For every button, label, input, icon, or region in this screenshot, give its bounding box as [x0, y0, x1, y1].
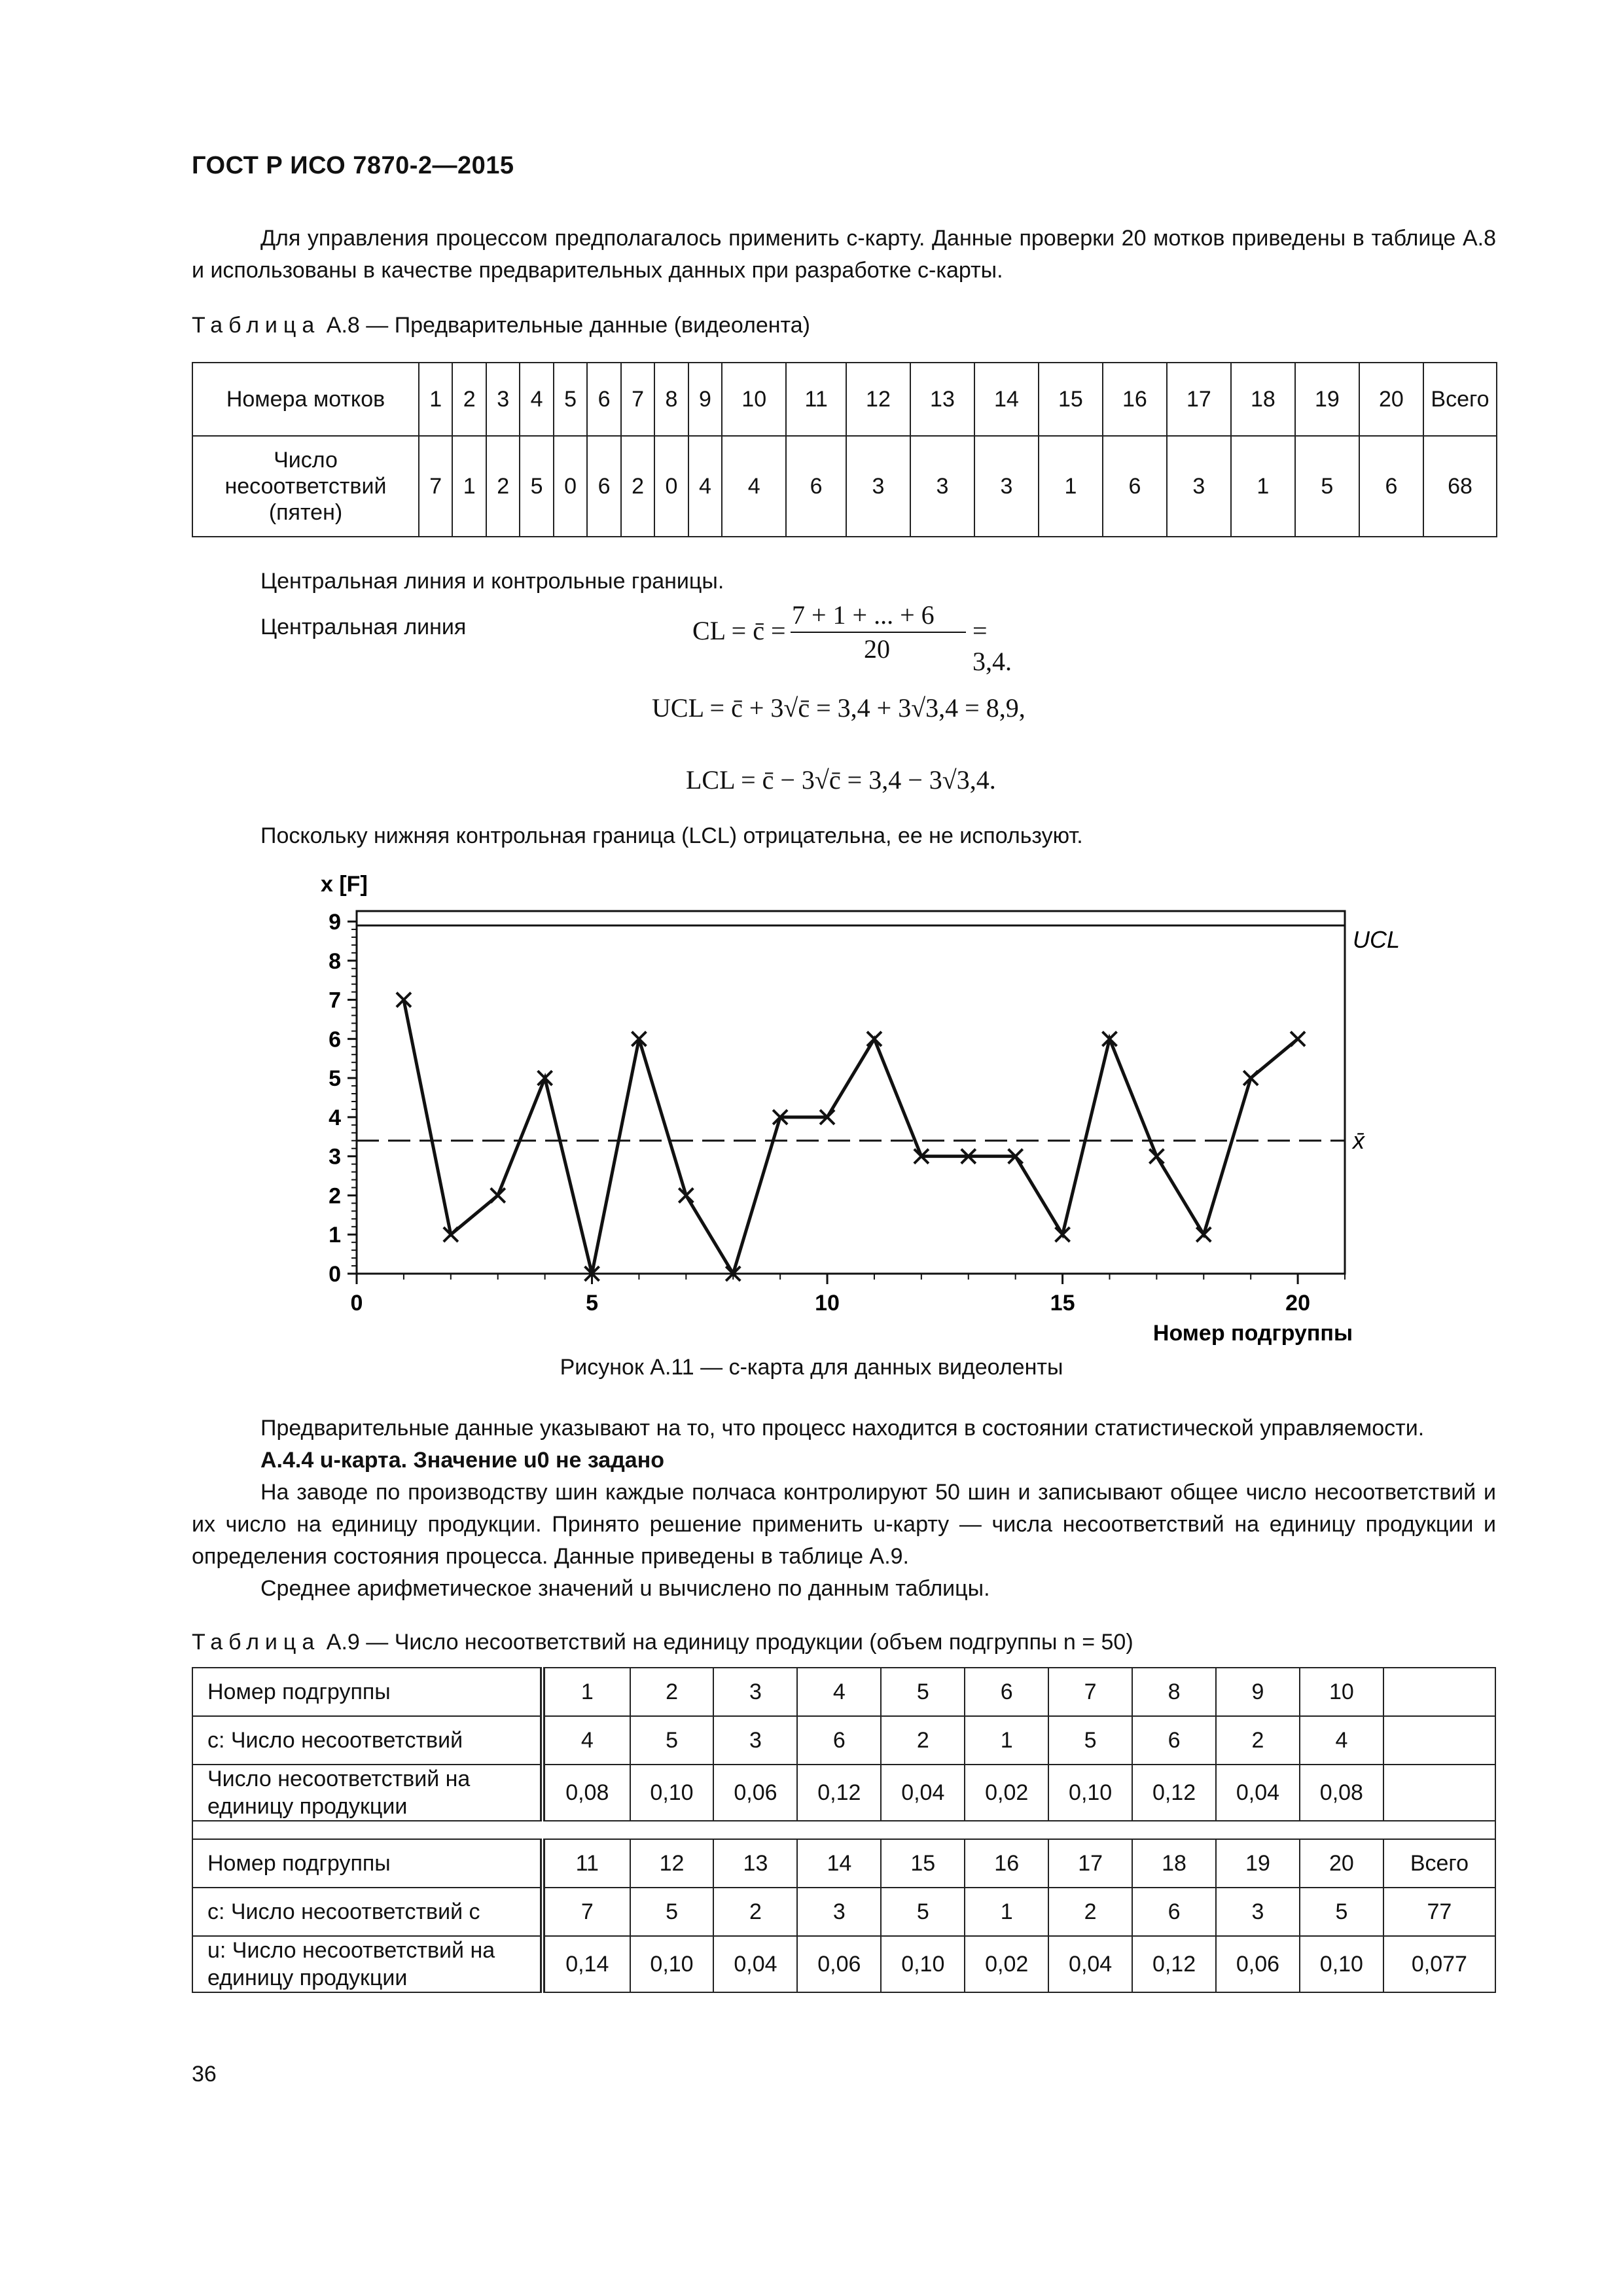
- table-cell: 7: [621, 363, 654, 436]
- table-cell: 0,02: [965, 1765, 1048, 1821]
- gap-cell: [192, 1821, 1495, 1839]
- fraction-bar: [791, 632, 966, 633]
- table-cell: 2: [713, 1888, 797, 1936]
- table-cell: 6: [1132, 1716, 1216, 1765]
- table-cell: 14: [797, 1839, 881, 1888]
- table-cell: 1: [965, 1716, 1048, 1765]
- table-cell: 5: [520, 436, 553, 537]
- y-tick-label: 0: [329, 1262, 341, 1287]
- table-cell: 5: [630, 1716, 714, 1765]
- table-cell: 9: [688, 363, 722, 436]
- table-cell: 5: [881, 1668, 965, 1716]
- intro-paragraph: Для управления процессом предполагалось применить c-карту. Данные проверки 20 мотков приведены в таблице А.8 и использованы в качестве предварительных данных при разработке c-карты.: [192, 226, 1496, 283]
- table-row: [192, 1839, 1495, 1888]
- table-row: [192, 436, 1497, 537]
- center-label: x̄: [1353, 1126, 1364, 1154]
- table-row: [192, 1936, 1495, 1992]
- table-a8: [192, 362, 1497, 537]
- table-a9: [192, 1667, 1496, 1993]
- table-cell: 2: [486, 436, 520, 537]
- y-tick-label: 3: [329, 1144, 341, 1170]
- u-chart-paragraph: На заводе по производству шин каждые полчаса контролируют 50 шин и записывают общее число несоответствий и их число на единицу продукции. Принято решение применить u-карту — числа несоответствий на единицу продукции и определения состояния процесса. Данные приведены в таблице А.9.: [192, 1480, 1496, 1569]
- table-cell: 14: [974, 363, 1039, 436]
- table-cell: 6: [587, 436, 620, 537]
- row-label: Номер подгруппы: [192, 1668, 543, 1716]
- table-cell: 12: [630, 1839, 714, 1888]
- table-cell: 15: [881, 1839, 965, 1888]
- table-cell: 0,14: [543, 1936, 630, 1992]
- table-cell: 0,04: [881, 1765, 965, 1821]
- x-tick-label: 5: [586, 1291, 598, 1316]
- table-cell: 16: [965, 1839, 1048, 1888]
- cl-denominator: 20: [864, 634, 890, 664]
- y-tick-label: 6: [329, 1027, 341, 1052]
- y-tick-label: 8: [329, 948, 341, 974]
- table-cell: 6: [587, 363, 620, 436]
- table-cell: 68: [1423, 436, 1497, 537]
- row-label: Номера мотков: [192, 363, 419, 436]
- table-cell: 10: [722, 363, 786, 436]
- table-cell: 0,06: [797, 1936, 881, 1992]
- table-cell: 6: [1359, 436, 1423, 537]
- limits-heading: Центральная линия и контрольные границы.: [260, 569, 724, 594]
- table-cell: 3: [1216, 1888, 1300, 1936]
- table-cell: 7: [1048, 1668, 1132, 1716]
- table-cell: 5: [630, 1888, 714, 1936]
- row-label: c: Число несоответствий c: [192, 1888, 543, 1936]
- caption-word: Таблица: [192, 1630, 321, 1655]
- table-cell: 5: [1048, 1716, 1132, 1765]
- table-cell: 5: [1295, 436, 1359, 537]
- table-cell: 1: [419, 363, 452, 436]
- x-tick-label: 20: [1285, 1291, 1311, 1316]
- table-row: [192, 1888, 1495, 1936]
- table-cell: 3: [713, 1668, 797, 1716]
- table-cell: 3: [797, 1888, 881, 1936]
- table-gap-row: [192, 1821, 1495, 1839]
- table-cell: 1: [452, 436, 486, 537]
- table-cell: 4: [1300, 1716, 1383, 1765]
- table-cell: 0,06: [713, 1765, 797, 1821]
- table-row: [192, 1765, 1495, 1821]
- table-cell: [1383, 1716, 1495, 1765]
- table-cell: 17: [1048, 1839, 1132, 1888]
- data-point: [491, 1188, 505, 1202]
- table-row: [192, 1716, 1495, 1765]
- series-line: [404, 1000, 1298, 1274]
- table-cell: 0,02: [965, 1936, 1048, 1992]
- table-cell: 0,077: [1383, 1936, 1495, 1992]
- row-label: u: Число несоответствий на единицу продукции: [192, 1936, 543, 1992]
- table-cell: 6: [1103, 436, 1167, 537]
- table-row: [192, 1668, 1495, 1716]
- table-row: [192, 363, 1497, 436]
- section-heading: А.4.4 u-карта. Значение u0 не задано: [260, 1448, 665, 1473]
- table-cell: 5: [554, 363, 587, 436]
- table-cell: 0,12: [797, 1765, 881, 1821]
- table-cell: 0,12: [1132, 1765, 1216, 1821]
- table-cell: 8: [1132, 1668, 1216, 1716]
- table-cell: 0,10: [630, 1936, 714, 1992]
- table-cell: 18: [1132, 1839, 1216, 1888]
- table-cell: 2: [881, 1716, 965, 1765]
- table-cell: 1: [1231, 436, 1295, 537]
- x-tick-label: 0: [350, 1291, 363, 1316]
- table-cell: 3: [1167, 436, 1231, 537]
- table-cell: 7: [419, 436, 452, 537]
- table-cell: 2: [1216, 1716, 1300, 1765]
- table-cell: 15: [1039, 363, 1103, 436]
- table-cell: 0,10: [630, 1765, 714, 1821]
- table-cell: 0,10: [1048, 1765, 1132, 1821]
- table-cell: Всего: [1423, 363, 1497, 436]
- cl-numerator: 7 + 1 + ... + 6: [792, 600, 935, 630]
- y-tick-label: 1: [329, 1223, 341, 1248]
- mean-paragraph: Среднее арифметическое значений u вычислено по данным таблицы.: [260, 1576, 990, 1601]
- table-cell: 18: [1231, 363, 1295, 436]
- ucl-label: UCL: [1353, 925, 1400, 953]
- table-cell: 1: [965, 1888, 1048, 1936]
- table-cell: 2: [1048, 1888, 1132, 1936]
- table-cell: 4: [722, 436, 786, 537]
- table-cell: 20: [1359, 363, 1423, 436]
- table-cell: 0,04: [1216, 1765, 1300, 1821]
- lcl-formula: LCL = c̄ − 3√c̄ = 3,4 − 3√3,4.: [686, 765, 996, 795]
- y-axis-label: x [F]: [321, 872, 368, 897]
- data-point: [1149, 1149, 1164, 1164]
- table-cell: 4: [543, 1716, 630, 1765]
- page-number: 36: [192, 2062, 217, 2087]
- x-tick-label: 15: [1050, 1291, 1075, 1316]
- table-cell: 1: [1039, 436, 1103, 537]
- table-cell: 2: [630, 1668, 714, 1716]
- table-cell: 0,08: [1300, 1765, 1383, 1821]
- table-cell: 1: [543, 1668, 630, 1716]
- table-cell: 2: [621, 436, 654, 537]
- table-cell: 11: [786, 363, 846, 436]
- document-header: ГОСТ Р ИСО 7870-2—2015: [192, 152, 514, 179]
- c-chart: [301, 870, 1414, 1346]
- table-cell: 4: [688, 436, 722, 537]
- table-cell: 0: [554, 436, 587, 537]
- table-cell: [1383, 1765, 1495, 1821]
- row-label: Число несоответствий (пятен): [192, 436, 419, 537]
- row-label: c: Число несоответствий: [192, 1716, 543, 1765]
- table-cell: 0,10: [1300, 1936, 1383, 1992]
- table-cell: 6: [965, 1668, 1048, 1716]
- table-cell: 5: [1300, 1888, 1383, 1936]
- table-cell: 3: [486, 363, 520, 436]
- table-cell: 3: [910, 436, 974, 537]
- caption-text: А.9 — Число несоответствий на единицу продукции (объем подгруппы n = 50): [326, 1630, 1133, 1655]
- table-a8-caption: [192, 313, 810, 338]
- table-cell: 6: [786, 436, 846, 537]
- row-label: Номер подгруппы: [192, 1839, 543, 1888]
- table-cell: 0,10: [881, 1936, 965, 1992]
- table-cell: 19: [1216, 1839, 1300, 1888]
- conclusion-paragraph: Предварительные данные указывают на то, что процесс находится в состоянии статистической управляемости.: [260, 1416, 1425, 1441]
- data-point: [867, 1031, 882, 1046]
- table-cell: 0,12: [1132, 1936, 1216, 1992]
- table-cell: 5: [881, 1888, 965, 1936]
- row-label: Число несоответствий на единицу продукции: [192, 1765, 543, 1821]
- figure-caption: Рисунок А.11 — c-карта для данных видеоленты: [560, 1355, 1063, 1380]
- caption-word: Таблица: [192, 313, 321, 338]
- y-tick-label: 9: [329, 910, 341, 935]
- cl-formula: [692, 600, 1020, 676]
- y-tick-label: 4: [329, 1105, 341, 1130]
- data-point: [1291, 1031, 1305, 1046]
- table-cell: 77: [1383, 1888, 1495, 1936]
- y-tick-label: 2: [329, 1183, 341, 1209]
- cl-result: = 3,4.: [972, 616, 1012, 676]
- table-cell: 10: [1300, 1668, 1383, 1716]
- table-cell: 13: [910, 363, 974, 436]
- table-cell: 16: [1103, 363, 1167, 436]
- y-tick-label: 5: [329, 1066, 341, 1092]
- table-cell: 0,06: [1216, 1936, 1300, 1992]
- table-cell: 8: [654, 363, 688, 436]
- y-tick-label: 7: [329, 988, 341, 1013]
- table-cell: 19: [1295, 363, 1359, 436]
- table-cell: 4: [797, 1668, 881, 1716]
- cl-lhs: CL = c̄ =: [692, 616, 786, 645]
- table-cell: [1383, 1668, 1495, 1716]
- table-cell: 3: [846, 436, 910, 537]
- table-cell: 17: [1167, 363, 1231, 436]
- ucl-formula: UCL = c̄ + 3√c̄ = 3,4 + 3√3,4 = 8,9,: [652, 693, 1026, 723]
- center-line-label: Центральная линия: [260, 615, 467, 639]
- table-cell: 9: [1216, 1668, 1300, 1716]
- caption-text: А.8 — Предварительные данные (видеолента): [326, 313, 810, 338]
- table-cell: 13: [713, 1839, 797, 1888]
- table-cell: 20: [1300, 1839, 1383, 1888]
- table-cell: 0: [654, 436, 688, 537]
- table-cell: 3: [974, 436, 1039, 537]
- table-cell: 2: [452, 363, 486, 436]
- table-cell: 11: [543, 1839, 630, 1888]
- table-a9-caption: [192, 1630, 1133, 1655]
- table-cell: 6: [797, 1716, 881, 1765]
- table-cell: Всего: [1383, 1839, 1495, 1888]
- table-cell: 4: [520, 363, 553, 436]
- table-cell: 3: [713, 1716, 797, 1765]
- x-tick-label: 10: [815, 1291, 840, 1316]
- plot-frame: [357, 911, 1345, 1274]
- table-cell: 0,04: [713, 1936, 797, 1992]
- table-cell: 12: [846, 363, 910, 436]
- table-cell: 6: [1132, 1888, 1216, 1936]
- table-cell: 7: [543, 1888, 630, 1936]
- table-cell: 0,04: [1048, 1936, 1132, 1992]
- table-cell: 0,08: [543, 1765, 630, 1821]
- x-axis-label: Номер подгруппы: [1152, 1321, 1353, 1346]
- lcl-note: Поскольку нижняя контрольная граница (LCL) отрицательна, ее не используют.: [260, 823, 1083, 848]
